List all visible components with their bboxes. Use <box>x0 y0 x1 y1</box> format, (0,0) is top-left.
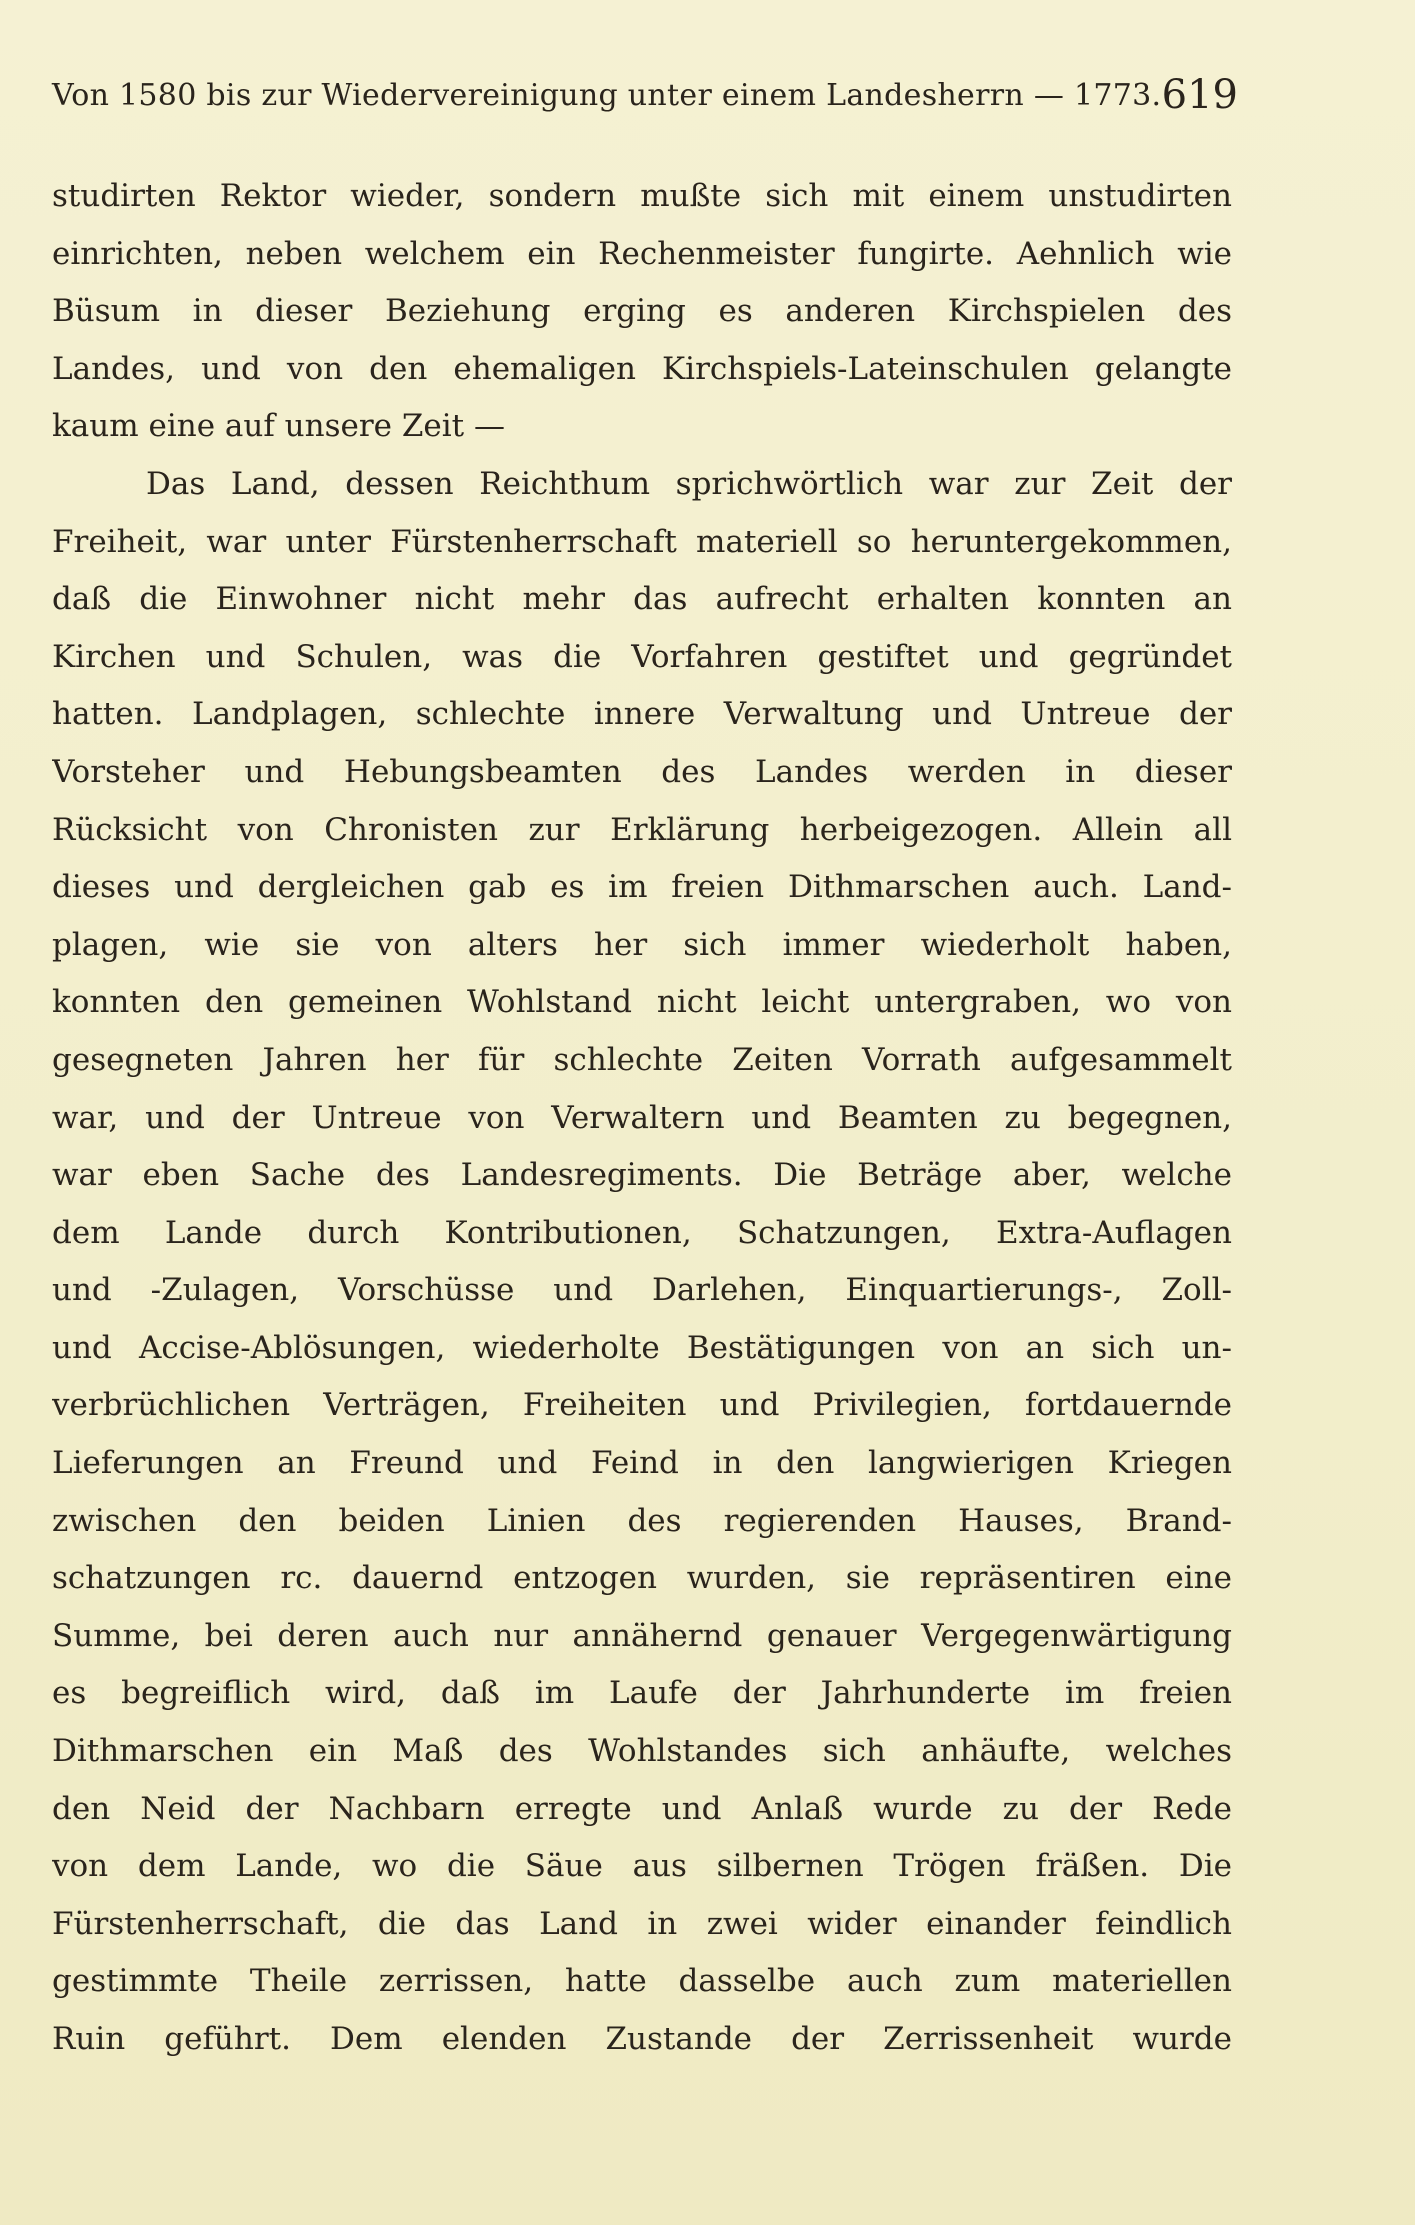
text-line: es begreiflich wird, daß im Laufe der Jahrhunderte im freien <box>52 1675 1232 1712</box>
text-line: gestimmte Theile zerrissen, hatte dasselbe auch zum materiellen <box>52 1963 1232 2000</box>
text-line: einrichten, neben welchem ein Rechenmeister fungirte. Aehnlich wie <box>52 235 1232 272</box>
text-line: Kirchen und Schulen, was die Vorfahren gestiftet und gegründet <box>52 638 1232 675</box>
text-line: Vorsteher und Hebungsbeamten des Landes werden in dieser <box>52 753 1232 790</box>
text-line: und Accise-Ablösungen, wiederholte Bestätigungen von an sich un- <box>52 1329 1232 1366</box>
running-head: Von 1580 bis zur Wiedervereinigung unter einem Landesherrn — 1773. <box>52 78 1162 113</box>
page-number: 619 <box>1161 72 1238 118</box>
text-line: Summe, bei deren auch nur annähernd genauer Vergegenwärtigung <box>52 1617 1232 1654</box>
text-line: war, und der Untreue von Verwaltern und Beamten zu begegnen, <box>52 1099 1232 1136</box>
text-line: Freiheit, war unter Fürstenherrschaft materiell so heruntergekommen, <box>52 523 1232 560</box>
text-line: Das Land, dessen Reichthum sprichwörtlich war zur Zeit der <box>146 465 1232 502</box>
text-line: dem Lande durch Kontributionen, Schatzungen, Extra-Auflagen <box>52 1214 1232 1251</box>
text-line: konnten den gemeinen Wohlstand nicht leicht untergraben, wo von <box>52 984 1232 1021</box>
text-line: Ruin geführt. Dem elenden Zustande der Zerrissenheit wurde <box>52 2021 1232 2057</box>
text-line: dieses und dergleichen gab es im freien Dithmarschen auch. Land- <box>52 869 1232 906</box>
text-line: schatzungen rc. dauernd entzogen wurden, sie repräsentiren eine <box>52 1560 1232 1597</box>
text-line: hatten. Landplagen, schlechte innere Verwaltung und Untreue der <box>52 696 1232 733</box>
text-line: und -Zulagen, Vorschüsse und Darlehen, Einquartierungs-, Zoll- <box>52 1272 1232 1309</box>
text-line: zwischen den beiden Linien des regierenden Hauses, Brand- <box>52 1502 1232 1539</box>
text-line: studirten Rektor wieder, sondern mußte sich mit einem unstudirten <box>52 178 1232 214</box>
text-line: Dithmarschen ein Maß des Wohlstandes sich anhäufte, welches <box>52 1733 1232 1770</box>
text-line: Lieferungen an Freund und Feind in den langwierigen Kriegen <box>52 1445 1232 1482</box>
text-line: Büsum in dieser Beziehung erging es anderen Kirchspielen des <box>52 293 1232 330</box>
text-line: plagen, wie sie von alters her sich immer wiederholt haben, <box>52 926 1232 963</box>
text-line: von dem Lande, wo die Säue aus silbernen Trögen fräßen. Die <box>52 1848 1232 1885</box>
text-line: kaum eine auf unsere Zeit — <box>52 408 505 445</box>
text-line: Landes, und von den ehemaligen Kirchspiels-Lateinschulen gelangte <box>52 350 1232 387</box>
body-text <box>52 168 1232 2069</box>
text-line: Rücksicht von Chronisten zur Erklärung herbeigezogen. Allein all <box>52 811 1232 848</box>
text-line: war eben Sache des Landesregiments. Die Beträge aber, welche <box>52 1157 1232 1194</box>
text-line: gesegneten Jahren her für schlechte Zeiten Vorrath aufgesammelt <box>52 1041 1232 1078</box>
text-line: den Neid der Nachbarn erregte und Anlaß wurde zu der Rede <box>52 1790 1232 1827</box>
text-line: verbrüchlichen Verträgen, Freiheiten und Privilegien, fortdauernde <box>52 1387 1232 1424</box>
page-header <box>52 72 1238 138</box>
text-line: Fürstenherrschaft, die das Land in zwei wider einander feindlich <box>52 1905 1232 1942</box>
text-line: daß die Einwohner nicht mehr das aufrecht erhalten konnten an <box>52 581 1232 618</box>
